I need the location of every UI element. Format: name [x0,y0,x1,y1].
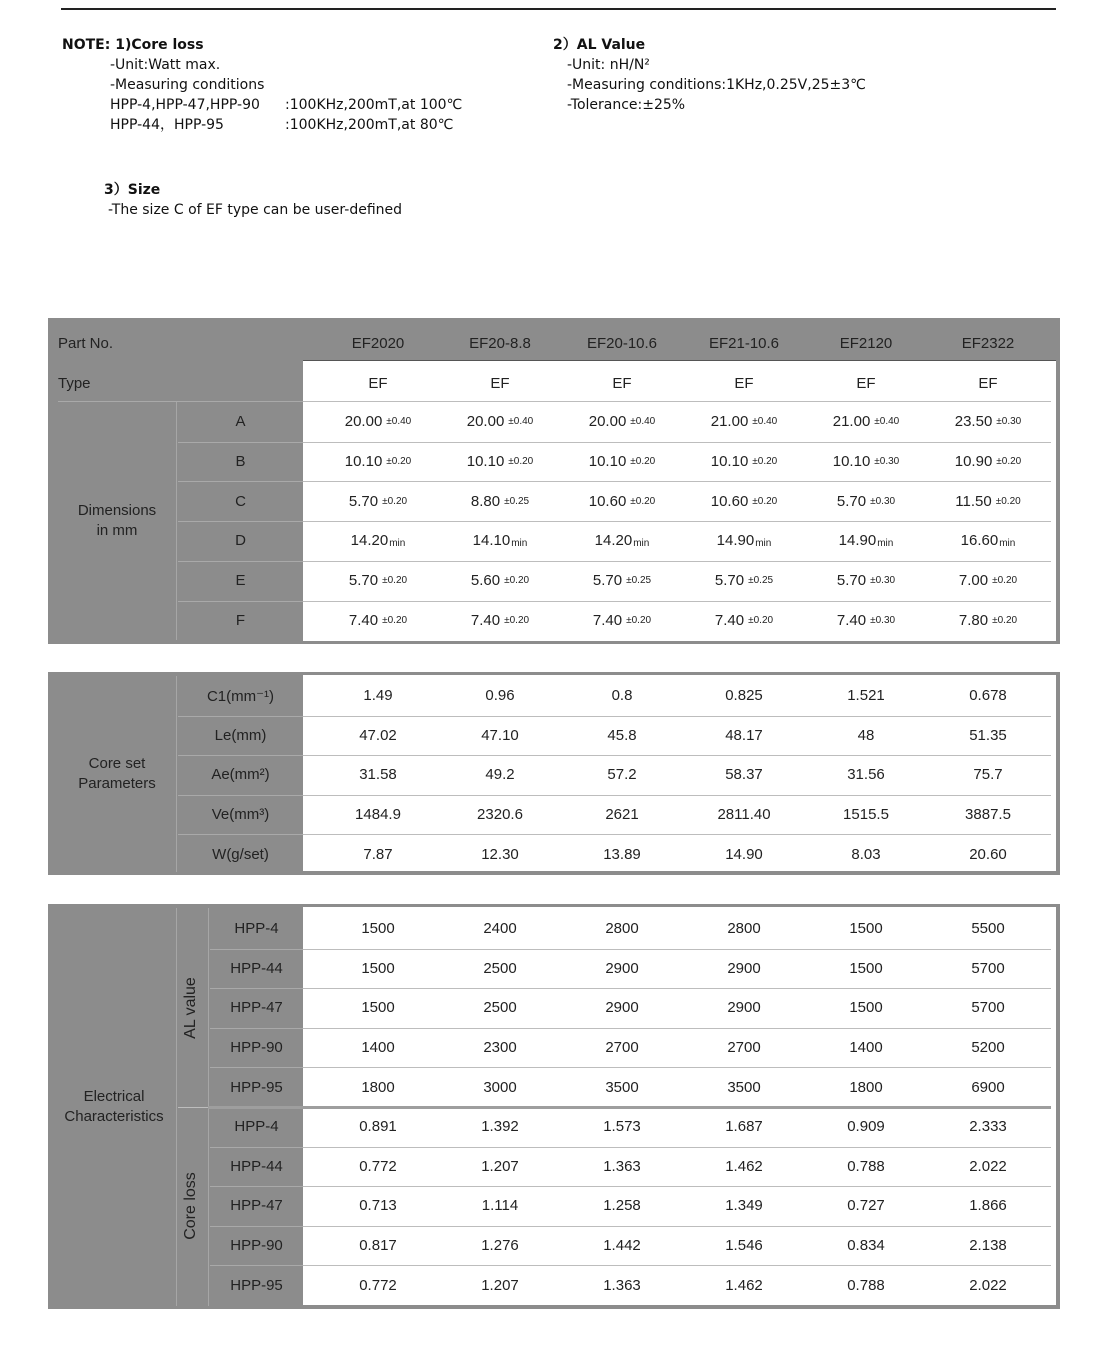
param-value-cell: 48 [857,726,875,744]
al-value-cell: 1500 [361,959,395,977]
param-value-cell: 0.8 [611,687,633,705]
dim-value-cell [560,402,684,442]
note-core-loss-cond2 [62,115,462,135]
al-value-label: AL value [182,977,199,1039]
dim-tolerance: ±0.30 [870,575,896,587]
electrical-characteristics-table [48,904,1060,1309]
core-loss-cell: 1.442 [603,1237,641,1255]
electrical-label-line1: Electrical [83,1088,145,1105]
part-no-header: EF2020 [351,334,405,352]
param-value-cell: 1.49 [363,687,393,705]
loss-material-label: HPP-90 [230,1237,283,1255]
dim-value: 7.00 [958,572,989,590]
dim-label-f: F [235,611,246,629]
al-value-cell: 3500 [727,1078,761,1096]
core-loss-cell: 2.022 [969,1276,1007,1294]
param-value-cell: 2811.40 [717,806,771,824]
dim-value-cell [438,601,562,641]
note-al-unit: -Unit: nH/N² [567,57,650,73]
dim-value-cell [804,442,928,482]
param-value-cell: 48.17 [725,726,763,744]
dim-value: 7.40 [470,611,501,629]
dim-value-cell [682,601,806,641]
param-label: C1(mm⁻¹) [206,687,275,705]
dim-tolerance: ±0.20 [626,614,652,626]
dim-tolerance: ±0.25 [748,575,774,587]
param-value-cell: 3887.5 [965,806,1011,824]
param-value-cell: 14.90 [725,845,763,863]
electrical-group-label [52,908,176,1306]
dim-tolerance: ±0.20 [382,614,408,626]
al-value-cell: 5200 [971,1039,1005,1057]
param-value-cell: 1484.9 [355,806,401,824]
dim-value-cell [316,402,440,442]
al-value-cell: 2800 [605,920,639,938]
dim-tolerance: ±0.20 [992,575,1018,587]
dimensions-group-label [58,402,176,640]
dim-value: 23.50 [954,413,993,431]
dim-value: 5.70 [836,492,867,510]
dim-value-cell [682,481,806,521]
dim-value: 7.40 [836,611,867,629]
top-rule [61,8,1056,10]
al-value-cell: 1400 [849,1039,883,1057]
dim-value-cell [560,442,684,482]
cond1-key: HPP-4,HPP-47,HPP-90 [110,97,260,113]
al-value-cell: 2500 [483,999,517,1017]
core-loss-cell: 1.207 [481,1157,519,1175]
dim-tolerance: ±0.20 [752,456,778,468]
param-value-cell: 57.2 [607,766,637,784]
dim-value-cell [804,561,928,601]
al-value-cell: 2700 [727,1039,761,1057]
electrical-group-divider [176,908,177,1306]
dim-value-cell [926,402,1050,442]
al-material-label: HPP-44 [230,959,283,977]
core-loss-cell: 1.546 [725,1237,763,1255]
dim-value: 16.60 [960,532,999,550]
param-value-cell: 47.10 [481,726,519,744]
core-loss-cell: 0.909 [847,1118,885,1136]
subgroup-split-left [178,1107,208,1108]
loss-material-label: HPP-4 [234,1118,279,1136]
param-value-cell: 13.89 [603,845,641,863]
param-value-cell: 7.87 [363,845,393,863]
type-cell: EF [734,374,754,392]
dim-tolerance: ±0.20 [630,495,656,507]
core-loss-label: Core loss [182,1172,199,1240]
al-value-cell: 1400 [361,1039,395,1057]
dim-value: 11.50 [955,492,992,510]
al-value-cell: 6900 [971,1078,1005,1096]
part-no-label: Part No. [58,334,114,352]
note-al-tolerance: -Tolerance:±25% [567,97,686,113]
dim-value-cell [316,442,440,482]
core-loss-cell: 0.834 [847,1237,885,1255]
core-loss-cell: 2.138 [969,1237,1007,1255]
dim-value: 14.90 [838,532,877,550]
note-al-value [553,35,866,115]
type-label: Type [58,374,91,392]
dim-value: 7.40 [714,611,745,629]
dim-label-b: B [235,453,246,471]
dim-value: 14.90 [716,532,755,550]
dim-value-cell [316,481,440,521]
dim-value: 10.60 [710,492,749,510]
dim-value-cell [560,601,684,641]
core-loss-cell: 1.462 [725,1276,763,1294]
al-value-cell: 2500 [483,959,517,977]
type-cell: EF [368,374,388,392]
dim-value-cell [316,561,440,601]
al-value-cell: 1500 [361,999,395,1017]
core-set-parameters-table [48,672,1060,875]
core-loss-cell: 1.392 [481,1118,519,1136]
dim-tolerance: ±0.40 [630,416,656,428]
note-size [104,180,402,220]
dim-label-a: A [235,413,246,431]
loss-material-label: HPP-44 [230,1157,283,1175]
core-loss-cell: 0.817 [359,1237,397,1255]
al-value-cell: 3500 [605,1078,639,1096]
dim-value-cell [926,601,1050,641]
type-cell: EF [612,374,632,392]
dim-value-cell [560,481,684,521]
dim-value: 20.00 [588,413,627,431]
dim-value: 5.70 [348,492,379,510]
dim-value-cell [804,601,928,641]
param-value-cell: 0.825 [725,687,763,705]
dim-tolerance: ±0.30 [996,416,1022,428]
param-value-cell: 1515.5 [843,806,889,824]
al-material-label: HPP-90 [230,1039,283,1057]
dim-min-suffix: min [999,537,1016,549]
dim-value-cell [804,402,928,442]
core-loss-cell: 0.788 [847,1276,885,1294]
dim-label-c: C [235,492,246,510]
al-value-cell: 2400 [483,920,517,938]
dim-tolerance: ±0.20 [748,614,774,626]
core-loss-cell: 1.462 [725,1157,763,1175]
dim-min-suffix: min [633,537,650,549]
param-value-cell: 51.35 [969,726,1007,744]
al-value-cell: 1800 [361,1078,395,1096]
dim-tolerance: ±0.25 [504,495,530,507]
dim-value-cell [438,561,562,601]
param-value-cell: 31.56 [847,766,885,784]
dim-tolerance: ±0.25 [626,575,652,587]
loss-material-label: HPP-47 [230,1197,283,1215]
dim-tolerance: ±0.20 [992,614,1018,626]
core-loss-cell: 2.333 [969,1118,1007,1136]
al-value-cell: 1800 [849,1078,883,1096]
al-value-cell: 2900 [605,999,639,1017]
dim-value-cell [926,442,1050,482]
al-material-label: HPP-95 [230,1078,283,1096]
note-size-title: 3）Size [104,182,161,198]
al-value-cell: 2900 [727,999,761,1017]
cond1-val: :100KHz,200mT,at 100℃ [285,97,463,113]
dim-min-suffix: min [511,537,528,549]
type-cell: EF [490,374,510,392]
core-set-group-label [58,676,176,872]
dim-value: 14.20 [350,532,389,550]
dimensions-label-line1: Dimensions [77,502,157,520]
param-value-cell: 31.58 [359,766,397,784]
loss-material-label: HPP-95 [230,1276,283,1294]
core-loss-cell: 0.891 [359,1118,397,1136]
note-core-loss [62,35,462,135]
dim-label-e: E [235,572,246,590]
param-value-cell: 0.678 [969,687,1007,705]
dim-value-cell [926,481,1050,521]
part-no-header: EF2120 [839,334,893,352]
param-value-cell: 47.02 [359,726,397,744]
core-loss-cell: 1.687 [725,1118,763,1136]
core-set-label-line2: Parameters [78,775,156,792]
dim-tolerance: ±0.20 [386,456,412,468]
param-value-cell: 2320.6 [477,806,523,824]
core-loss-cell: 0.727 [847,1197,885,1215]
dim-tolerance: ±0.20 [752,495,778,507]
note-core-loss-title: NOTE: 1)Core loss [62,37,204,53]
dim-value-cell [926,561,1050,601]
core-set-label-line1: Core set [88,755,146,772]
dim-tolerance: ±0.20 [382,575,408,587]
dim-tolerance: ±0.40 [874,416,900,428]
electrical-label-line2: Characteristics [64,1108,164,1125]
al-value-cell: 3000 [483,1078,517,1096]
dim-value: 14.20 [594,532,633,550]
note-size-text: -The size C of EF type can be user-defined [108,202,403,218]
dim-tolerance: ±0.20 [996,456,1022,468]
dim-value-cell [438,402,562,442]
dim-value: 14.10 [472,532,511,550]
dim-value: 7.80 [958,611,989,629]
dim-value-cell [560,561,684,601]
al-value-cell: 2300 [483,1039,517,1057]
dim-tolerance: ±0.30 [870,495,896,507]
dim-value: 7.40 [592,611,623,629]
dim-value: 10.10 [832,453,871,471]
dim-value: 5.70 [592,572,623,590]
dim-value: 21.00 [832,413,871,431]
note-core-loss-cond1 [62,95,462,115]
al-value-cell: 2900 [727,959,761,977]
dim-tolerance: ±0.30 [874,456,900,468]
dim-tolerance: ±0.30 [870,614,896,626]
dim-min-suffix: min [877,537,894,549]
dim-min-suffix: min [389,537,406,549]
al-value-cell: 2900 [605,959,639,977]
dim-value: 21.00 [710,413,749,431]
dim-value-cell [316,521,440,561]
param-value-cell: 2621 [605,806,639,824]
core-loss-cell: 1.258 [603,1197,641,1215]
al-material-label: HPP-4 [234,920,279,938]
dim-value: 8.80 [470,492,501,510]
dim-value-cell [682,561,806,601]
dim-value: 5.70 [836,572,867,590]
core-loss-cell: 0.772 [359,1157,397,1175]
al-value-cell: 2700 [605,1039,639,1057]
part-no-header: EF21-10.6 [708,334,780,352]
param-value-cell: 1.521 [847,687,885,705]
core-loss-cell: 0.788 [847,1157,885,1175]
dim-value: 10.90 [954,453,993,471]
dim-value-cell [804,481,928,521]
cond2-key: HPP-44，HPP-95 [110,117,224,133]
dimensions-table [48,318,1060,644]
al-value-cell: 1500 [849,999,883,1017]
al-value-cell: 1500 [849,920,883,938]
dim-value: 10.60 [588,492,627,510]
core-loss-cell: 1.866 [969,1197,1007,1215]
dim-tolerance: ±0.20 [504,614,530,626]
params-group-divider [176,676,177,872]
param-value-cell: 45.8 [607,726,637,744]
param-label: W(g/set) [212,845,269,863]
param-value-cell: 58.37 [725,766,763,784]
dim-value-cell [682,402,806,442]
dim-value: 20.00 [466,413,505,431]
type-cell: EF [856,374,876,392]
part-no-header: EF20-10.6 [586,334,658,352]
param-label: Ve(mm³) [211,806,270,824]
core-loss-cell: 1.363 [603,1276,641,1294]
param-value-cell: 0.96 [485,687,515,705]
dim-tolerance: ±0.20 [504,575,530,587]
dim-value-cell [438,481,562,521]
part-no-header: EF2322 [961,334,1015,352]
dim-value: 5.60 [470,572,501,590]
core-loss-cell: 1.349 [725,1197,763,1215]
al-value-cell: 5700 [971,959,1005,977]
dim-value-cell [560,521,684,561]
al-value-cell: 2800 [727,920,761,938]
al-value-cell: 1500 [361,920,395,938]
param-label: Le(mm) [214,726,267,744]
dim-value: 5.70 [714,572,745,590]
dim-value-cell [682,442,806,482]
note-core-loss-unit: -Unit:Watt max. [110,57,221,73]
dim-tolerance: ±0.40 [386,416,412,428]
al-value-cell: 1500 [849,959,883,977]
dim-label-d: D [235,532,246,550]
core-loss-cell: 1.363 [603,1157,641,1175]
dim-tolerance: ±0.20 [995,495,1021,507]
dim-value: 10.10 [588,453,627,471]
dim-value: 10.10 [344,453,383,471]
param-value-cell: 8.03 [851,845,881,863]
part-no-header: EF20-8.8 [469,334,531,352]
dimensions-label-line2: in mm [96,522,138,540]
dim-min-suffix: min [755,537,772,549]
core-loss-cell: 0.713 [359,1197,397,1215]
dim-value: 10.10 [466,453,505,471]
dim-value: 10.10 [710,453,749,471]
dim-value-cell [804,521,928,561]
al-value-cell: 5500 [971,920,1005,938]
core-loss-cell: 1.573 [603,1118,641,1136]
core-loss-cell: 0.772 [359,1276,397,1294]
note-al-title: 2）AL Value [553,37,646,53]
dim-value: 20.00 [344,413,383,431]
header-underline [303,360,1056,361]
param-value-cell: 20.60 [969,845,1007,863]
dim-tolerance: ±0.20 [382,495,408,507]
param-value-cell: 75.7 [973,766,1003,784]
param-value-cell: 12.30 [481,845,519,863]
dim-value-cell [682,521,806,561]
core-loss-cell: 2.022 [969,1157,1007,1175]
cond2-val: :100KHz,200mT,at 80℃ [285,117,454,133]
param-value-cell: 49.2 [485,766,515,784]
core-loss-cell: 1.114 [481,1197,519,1215]
dim-value-cell [438,521,562,561]
core-loss-cell: 1.207 [481,1276,519,1294]
dim-tolerance: ±0.20 [630,456,656,468]
type-cell: EF [978,374,998,392]
dim-value: 5.70 [348,572,379,590]
dim-value-cell [316,601,440,641]
al-value-cell: 5700 [971,999,1005,1017]
dim-value-cell [438,442,562,482]
param-label: Ae(mm²) [211,766,270,784]
note-al-measuring: -Measuring conditions:1KHz,0.25V,25±3℃ [567,77,866,93]
dims-group-divider [176,402,177,640]
dim-tolerance: ±0.20 [508,456,534,468]
dim-tolerance: ±0.40 [508,416,534,428]
note-core-loss-measuring: -Measuring conditions [110,77,265,93]
dim-value: 7.40 [348,611,379,629]
core-loss-cell: 1.276 [481,1237,519,1255]
dim-value-cell [926,521,1050,561]
dim-tolerance: ±0.40 [752,416,778,428]
al-material-label: HPP-47 [230,999,283,1017]
